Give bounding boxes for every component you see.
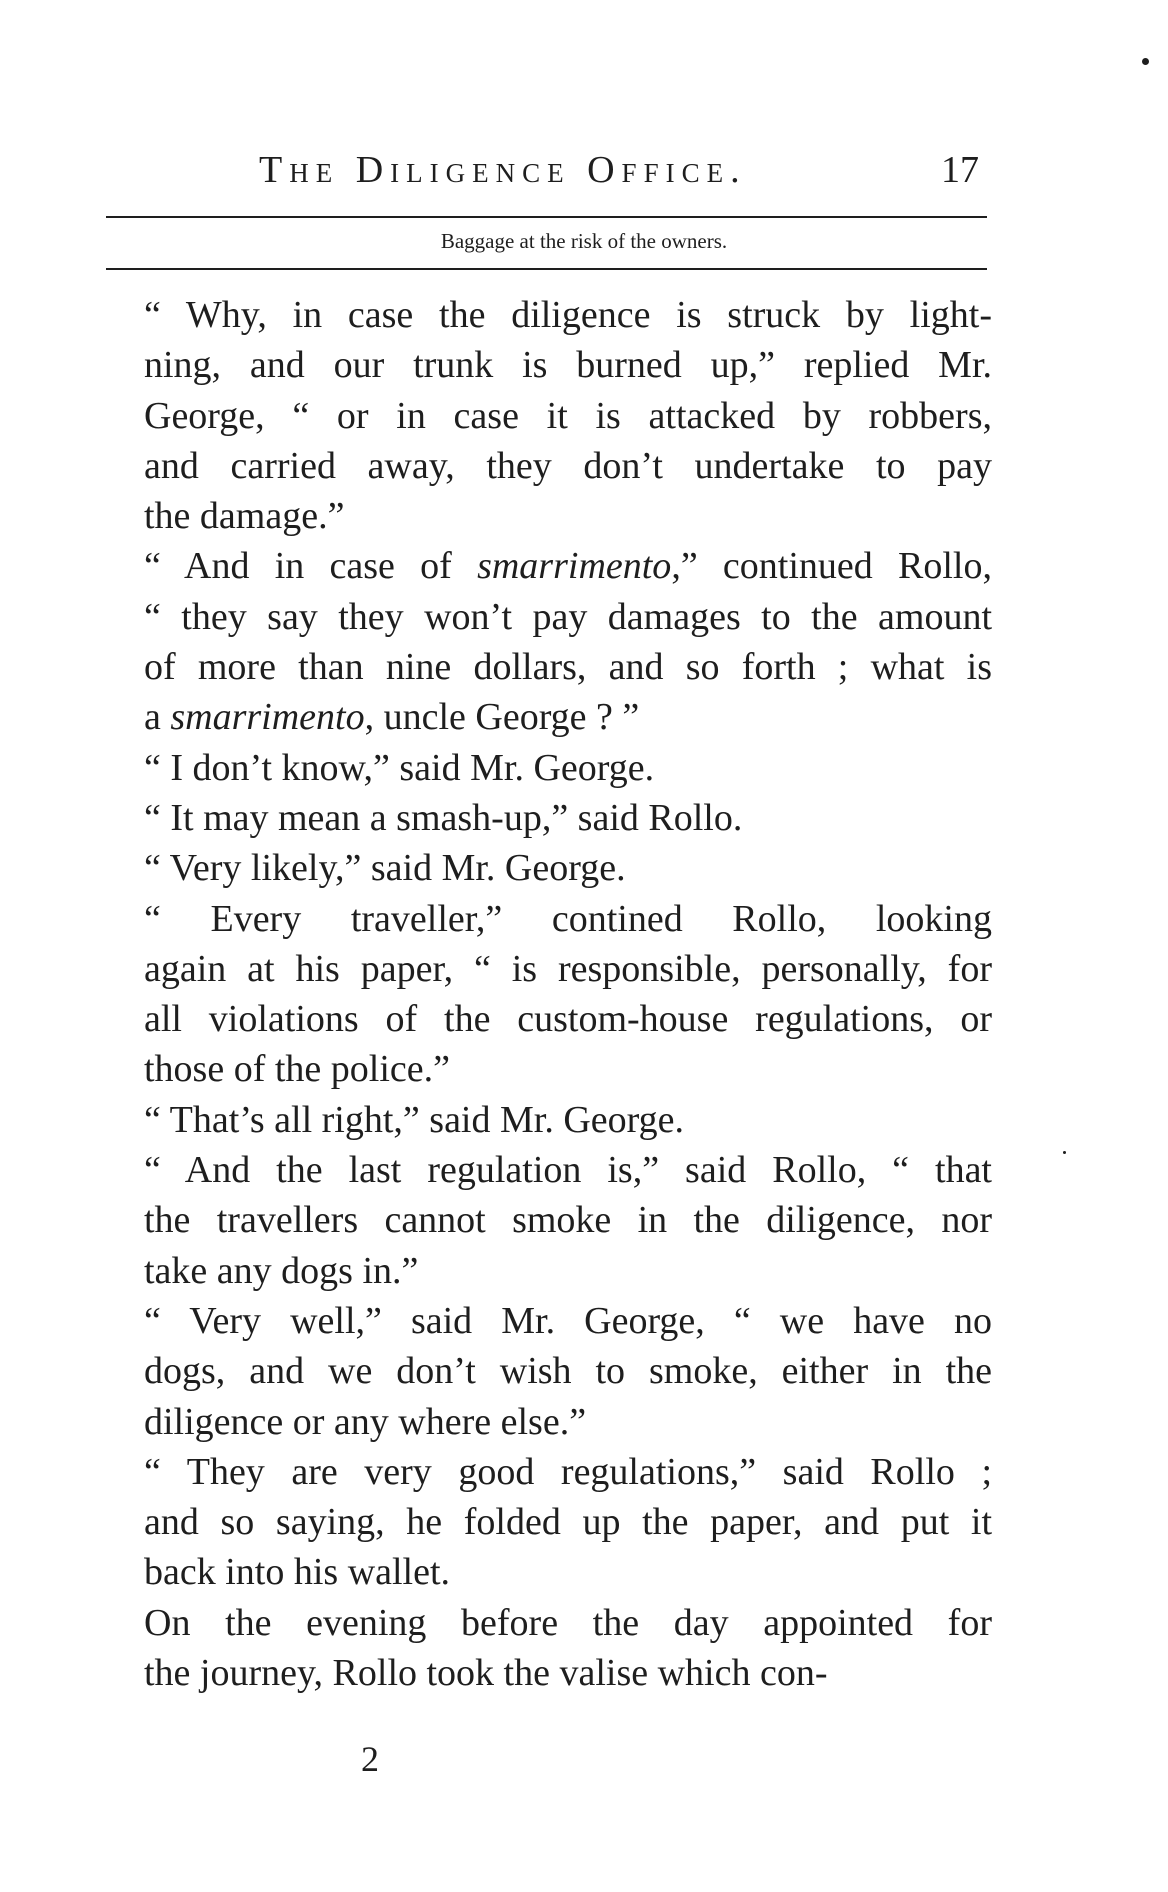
paragraph: [102, 1447, 992, 1598]
text-line: “ Every traveller,” contined Rollo, looking: [144, 897, 992, 940]
paragraph: [102, 1145, 992, 1296]
text-line: take any dogs in.”: [144, 1249, 419, 1292]
text-line: “ they say they won’t pay damages to the amount: [144, 595, 992, 638]
paragraph: [102, 743, 992, 793]
text-line: “ Why, in case the diligence is struck by light-: [144, 294, 992, 336]
text-line: the travellers cannot smoke in the diligence, nor: [144, 1199, 992, 1242]
paragraph: [102, 843, 992, 893]
chapter-title: The Diligence Office.: [259, 149, 747, 191]
text-line: again at his paper, “ is responsible, personally, for: [144, 947, 992, 990]
text-line: dogs, and we don’t wish to smoke, either in the: [144, 1350, 992, 1393]
page-number: 17: [941, 149, 979, 191]
text-line: ning, and our trunk is burned up,” replied Mr.: [144, 344, 992, 387]
text-line: “ They are very good regulations,” said Rollo ;: [144, 1450, 992, 1493]
running-subhead: Baggage at the risk of the owners.: [440, 229, 728, 253]
text-line: of more than nine dollars, and so forth ; what is: [144, 646, 992, 689]
text-line: “ Very well,” said Mr. George, “ we have no: [144, 1299, 992, 1342]
text-line: those of the police.”: [144, 1048, 451, 1091]
text-line: all violations of the custom-house regulations, or: [144, 998, 992, 1041]
signature-mark: 2: [361, 1739, 379, 1779]
text-line: and so saying, he folded up the paper, and put it: [144, 1501, 992, 1544]
text-line: and carried away, they don’t undertake to pay: [144, 444, 992, 487]
ink-speck: [1142, 58, 1149, 65]
paragraph: [102, 290, 992, 541]
paragraph: [102, 793, 992, 843]
paragraph: [102, 894, 992, 1095]
paragraph: [102, 1296, 992, 1447]
text-line: “ And the last regulation is,” said Rollo, “ that: [144, 1149, 992, 1192]
ink-speck: [1063, 1151, 1066, 1154]
header-rule-bottom: [106, 268, 987, 270]
paragraph: [102, 541, 992, 742]
text-line: “ It may mean a smash-up,” said Rollo.: [144, 796, 743, 839]
text-line: diligence or any where else.”: [144, 1400, 587, 1443]
text-line: On the evening before the day appointed for: [144, 1601, 992, 1644]
text-line: “ I don’t know,” said Mr. George.: [144, 746, 655, 789]
text-line: a smarrimento, uncle George ? ”: [144, 696, 640, 739]
running-head: [0, 140, 1168, 200]
text-line: the journey, Rollo took the valise which con-: [144, 1652, 828, 1695]
paragraph: [102, 1095, 992, 1145]
text-line: George, “ or in case it is attacked by robbers,: [144, 394, 992, 437]
body-text: [102, 290, 992, 1698]
header-rule-top: [106, 216, 987, 218]
text-line: the damage.”: [144, 495, 345, 538]
text-line: “ And in case of smarrimento,” continued Rollo,: [144, 545, 992, 588]
paragraph: [102, 1598, 992, 1699]
text-line: “ Very likely,” said Mr. George.: [144, 847, 626, 890]
text-line: back into his wallet.: [144, 1551, 451, 1594]
text-line: “ That’s all right,” said Mr. George.: [144, 1098, 684, 1141]
